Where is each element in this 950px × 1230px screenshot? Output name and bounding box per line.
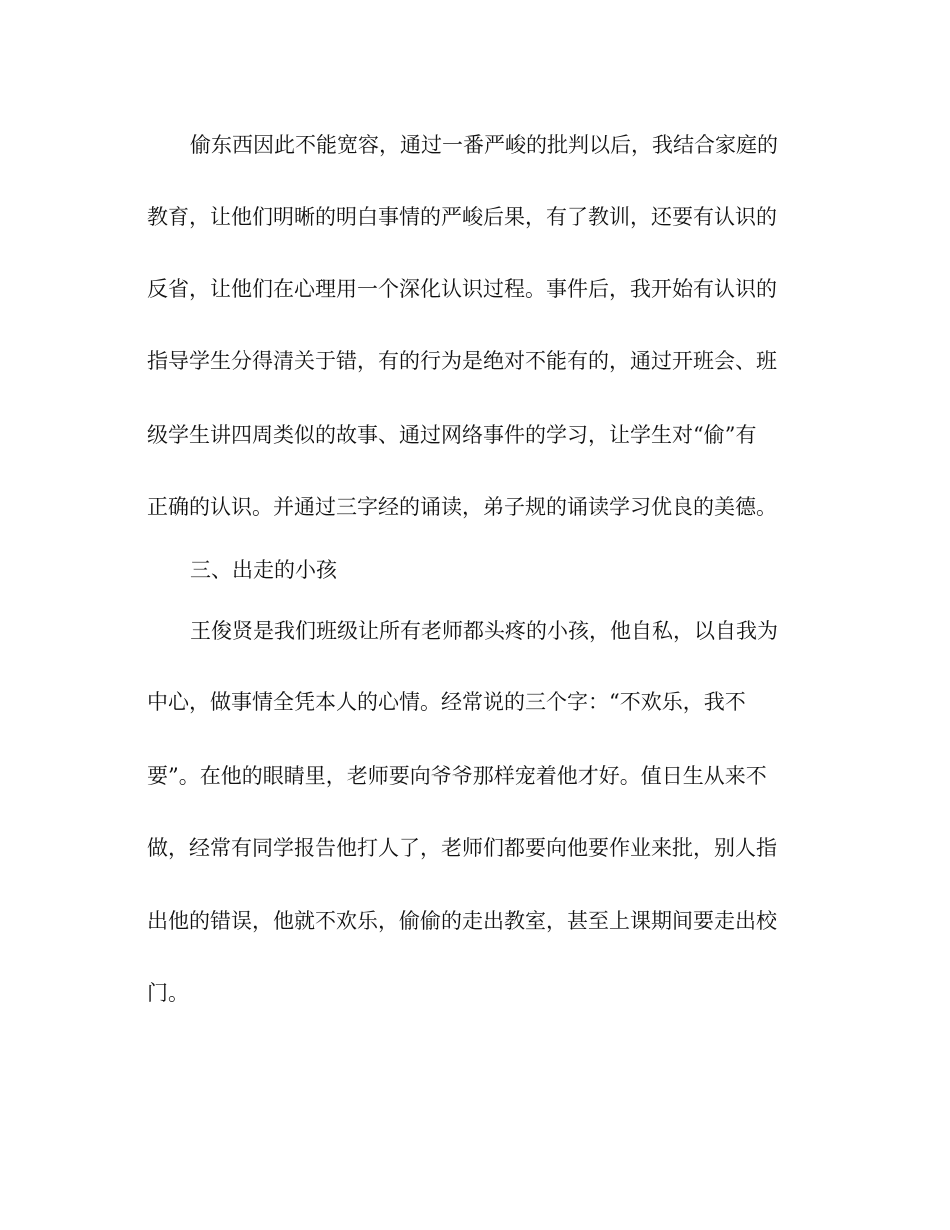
- paragraph-1-line-5: 级学生讲四周类似的故事、通过网络事件的学习，让学生对“偷”有: [147, 423, 757, 447]
- paragraph-2-line-4: 做，经常有同学报告他打人了，老师们都要向他要作业来批，别人指: [147, 836, 777, 860]
- paragraph-2-line-3: 要”。在他的眼睛里，老师要向爷爷那样宠着他才好。值日生从来不: [147, 764, 767, 788]
- section-heading: 三、出走的小孩: [190, 558, 337, 582]
- paragraph-2-line-1: 王俊贤是我们班级让所有老师都头疼的小孩，他自私，以自我为: [190, 619, 778, 643]
- paragraph-1-line-1: 偷东西因此不能宽容，通过一番严峻的批判以后，我结合家庭的: [190, 133, 778, 157]
- paragraph-1-line-2: 教育，让他们明晰的明白事情的严峻后果，有了教训，还要有认识的: [147, 205, 777, 229]
- paragraph-2-line-5: 出他的错误，他就不欢乐，偷偷的走出教室，甚至上课期间要走出校: [147, 909, 777, 933]
- paragraph-1-line-4: 指导学生分得清关于错，有的行为是绝对不能有的，通过开班会、班: [147, 349, 777, 373]
- paragraph-1-line-6: 正确的认识。并通过三字经的诵读，弟子规的诵读学习优良的美德。: [147, 495, 777, 519]
- paragraph-1-line-3: 反省，让他们在心理用一个深化认识过程。事件后，我开始有认识的: [147, 277, 777, 301]
- paragraph-2-line-2: 中心，做事情全凭本人的心情。经常说的三个字：“不欢乐，我不: [147, 690, 746, 714]
- paragraph-2-line-6: 门。: [147, 981, 189, 1005]
